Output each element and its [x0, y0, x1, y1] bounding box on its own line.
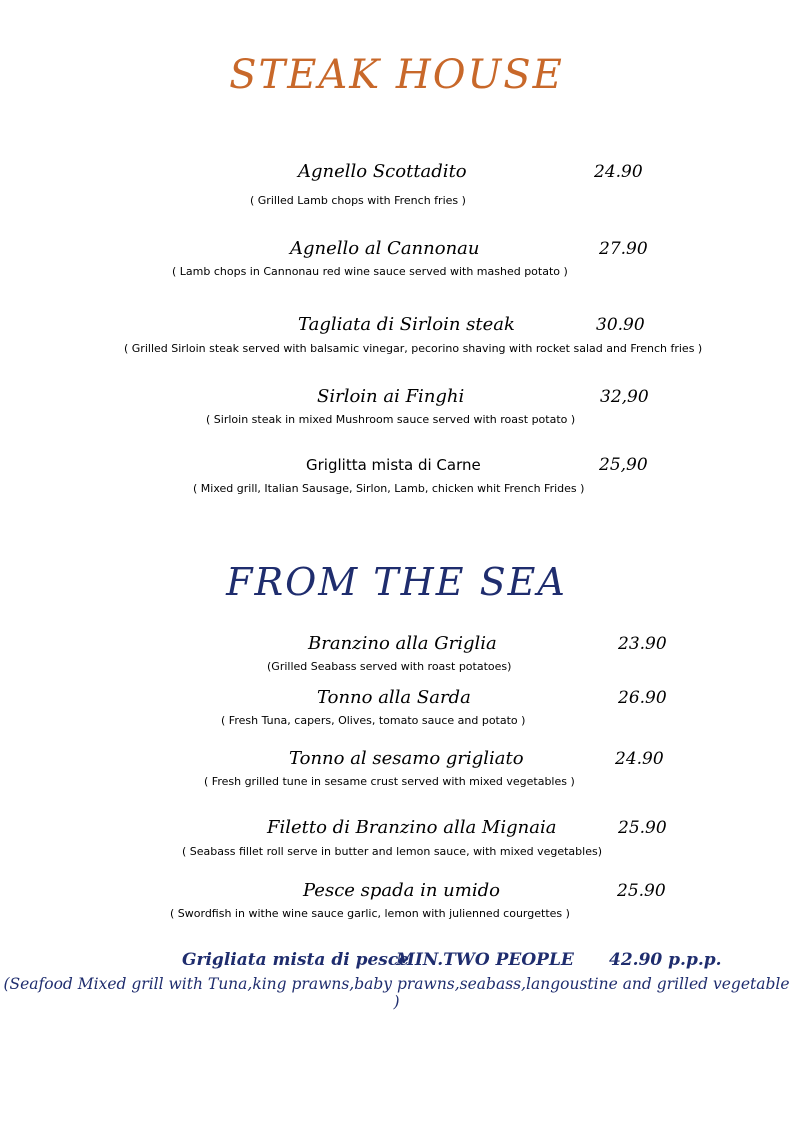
dish-price: 27.90	[599, 239, 648, 259]
dish-price: 25,90	[599, 455, 648, 475]
steak-house-title: STEAK HOUSE	[229, 52, 564, 98]
dish-price: 23.90	[618, 634, 667, 654]
from-the-sea-title: FROM THE SEA	[226, 560, 567, 604]
dish-description: ( Mixed grill, Italian Sausage, Sirlon, Lamb, chicken whit French Frides )	[193, 482, 585, 495]
dish-name: Filetto di Branzino alla Mignaia	[267, 817, 557, 838]
dish-price: 24.90	[594, 162, 643, 182]
dish-description: ( Seabass fillet roll serve in butter and lemon sauce, with mixed vegetables)	[182, 845, 602, 858]
dish-name: Tonno al sesamo grigliato	[289, 748, 524, 769]
dish-price: 25.90	[617, 881, 666, 901]
dish-price: 25.90	[618, 818, 667, 838]
dish-description: ( Swordfish in withe wine sauce garlic, lemon with julienned courgettes )	[170, 907, 570, 920]
dish-name: Griglitta mista di Carne	[306, 456, 481, 474]
dish-price: 24.90	[615, 749, 664, 769]
dish-name: Pesce spada in umido	[303, 880, 500, 901]
dish-price: 30.90	[596, 315, 645, 335]
dish-name: Agnello Scottadito	[298, 161, 467, 182]
dish-description: ( Grilled Lamb chops with French fries )	[250, 194, 466, 207]
dish-name: Agnello al Cannonau	[290, 238, 480, 259]
special-dish-description: (Seafood Mixed grill with Tuna,king prawns,baby prawns,seabass,langoustine and grilled vegetable )	[3, 975, 790, 1011]
special-dish-name: Grigliata mista di pesce	[182, 950, 410, 970]
dish-name: Tagliata di Sirloin steak	[298, 314, 515, 335]
dish-name: Branzino alla Griglia	[308, 633, 497, 654]
dish-description: ( Grilled Sirloin steak served with balsamic vinegar, pecorino shaving with rocket salad and French fries )	[124, 342, 703, 355]
dish-description: ( Sirloin steak in mixed Mushroom sauce served with roast potato )	[206, 413, 576, 426]
dish-description: ( Fresh Tuna, capers, Olives, tomato sauce and potato )	[221, 714, 526, 727]
special-dish-note: MIN.TWO PEOPLE	[396, 950, 574, 970]
dish-description: ( Lamb chops in Cannonau red wine sauce served with mashed potato )	[172, 265, 568, 278]
special-dish-price: 42.90 p.p.p.	[609, 950, 722, 970]
dish-description: ( Fresh grilled tune in sesame crust served with mixed vegetables )	[204, 775, 575, 788]
dish-description: (Grilled Seabass served with roast potatoes)	[267, 660, 512, 673]
dish-name: Sirloin ai Finghi	[317, 386, 465, 407]
dish-name: Tonno alla Sarda	[317, 687, 471, 708]
dish-price: 26.90	[618, 688, 667, 708]
dish-price: 32,90	[600, 387, 649, 407]
